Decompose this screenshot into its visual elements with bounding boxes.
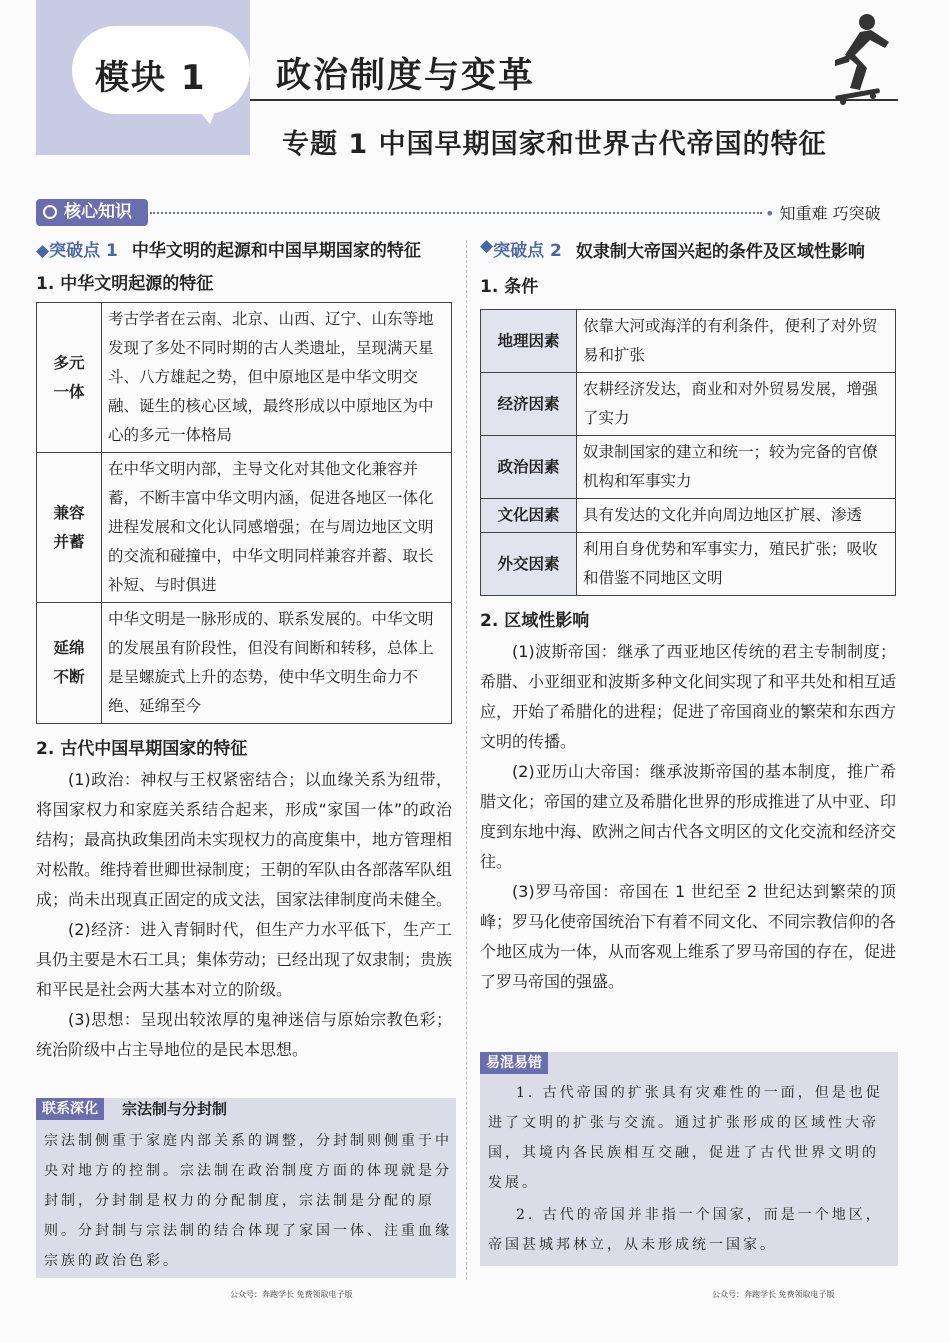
section-right-slogan: • 知重难 巧突破 xyxy=(765,204,881,223)
link-deepen-box xyxy=(36,1098,456,1278)
topic-subtitle: 专题 1 中国早期国家和世界古代帝国的特征 xyxy=(282,129,827,160)
paragraph-persia: (1)波斯帝国：继承了西亚地区传统的君主专制制度；希腊、小亚细亚和波斯多种文化间实现了和平共处和相互适应，开始了希腊化的进程；促进了帝国商业的繁荣和东西方文明的传播。 xyxy=(480,642,897,751)
row-label: 经济因素 xyxy=(481,373,577,436)
row-text: 考古学者在云南、北京、山西、辽宁、山东等地发现了多处不同时期的古人类遗址，呈现满天星斗、八方雄起之势，但中原地区是中华文明交融、诞生的核心区域，最终形成以中原地区为中心的多元一体格局 xyxy=(102,303,452,453)
table-row xyxy=(37,453,452,603)
row-text: 在中华文明内部，主导文化对其他文化兼容并蓄，不断丰富中华文明内涵，促进各地区一体化进程发展和文化认同感增强；在与周边地区文明的交流和碰撞中，中华文明同样兼容并蓄、取长补短、与时俱进 xyxy=(102,453,452,603)
conditions-table xyxy=(480,309,896,596)
header-divider xyxy=(250,99,898,101)
row-text: 农耕经济发达，商业和对外贸易发展，增强了实力 xyxy=(577,373,896,436)
table-row xyxy=(481,533,896,596)
row-text: 依靠大河或海洋的有利条件，便利了对外贸易和扩张 xyxy=(577,310,896,373)
subheading-origin: 1. 中华文明起源的特征 xyxy=(36,274,214,294)
subheading-regional-impact: 2. 区域性影响 xyxy=(480,611,590,631)
section-dotted-line xyxy=(150,212,762,214)
row-label: 多元一体 xyxy=(53,353,85,401)
bubble-tail xyxy=(190,100,220,124)
paragraph-politics: (1)政治：神权与王权紧密结合；以血缘关系为纽带，将国家权力和家庭关系结合起来，形成“家国一体”的政治结构；最高执政集团尚未实现权力的高度集中，地方管理相对松散。维持着世卿世禄制度；王朝的军队由各部落军队组成；尚未出现真正固定的成文法，国家法律制度尚未健全。 xyxy=(36,770,453,909)
note-title: 宗法制与分封制 xyxy=(122,1100,228,1118)
paragraph-alexander: (2)亚历山大帝国：继承波斯帝国的基本制度，推广希腊文化；帝国的建立及希腊化世界的形成推进了从中亚、印度到东地中海、欧洲之间古代各文明区的文化交流和经济交往。 xyxy=(480,762,897,871)
row-label: 地理因素 xyxy=(481,310,577,373)
subheading-conditions: 1. 条件 xyxy=(480,277,539,297)
row-text: 中华文明是一脉形成的、联系发展的。中华文明的发展虽有阶段性，但没有间断和转移，总体上是呈螺旋式上升的态势，使中华文明生命力不绝、延绵至今 xyxy=(102,603,452,724)
book-circle-icon xyxy=(43,205,57,219)
row-label: 外交因素 xyxy=(481,533,577,596)
row-text: 利用自身优势和军事实力，殖民扩张；吸收和借鉴不同地区文明 xyxy=(577,533,896,596)
module-label: 模块 1 xyxy=(95,58,207,98)
breakthrough-heading-2: ◆ 突破点 2 奴隶制大帝国兴起的条件及区域性影响 xyxy=(480,236,896,268)
paragraph-thought: (3)思想：呈现出较浓厚的鬼神迷信与原始宗教色彩；统治阶级中占主导地位的是民本思想。 xyxy=(36,1010,452,1059)
mistake-item-2: 2. 古代的帝国并非指一个国家，而是一个地区，帝国甚城邦林立，从未形成统一国家。 xyxy=(488,1207,883,1253)
row-label: 文化因素 xyxy=(481,499,577,533)
paragraph-rome: (3)罗马帝国：帝国在 1 世纪至 2 世纪达到繁荣的顶峰；罗马化使帝国统治下有着不同文化、不同宗教信仰的各个地区成为一体，从而客观上维系了罗马帝国的存在，促进了罗马帝国的强盛。 xyxy=(480,882,897,991)
table-row xyxy=(481,499,896,533)
page-title: 政治制度与变革 xyxy=(276,56,536,96)
left-column xyxy=(36,236,452,1065)
footer-note-left: 公众号：奔跑学长 免费领取电子版 xyxy=(230,1290,353,1299)
skateboarder-silhouette-icon xyxy=(805,10,895,105)
row-label: 政治因素 xyxy=(481,436,577,499)
origin-table xyxy=(36,302,452,724)
diamond-icon: ◆ xyxy=(480,236,494,256)
row-label: 兼容并蓄 xyxy=(53,503,85,551)
table-row xyxy=(37,303,452,453)
row-label: 延绵不断 xyxy=(53,639,85,686)
paragraph-economy: (2)经济：进入青铜时代，但生产力水平低下，生产工具仍主要是木石工具；集体劳动；已经出现了奴隶制；贵族和平民是社会两大基本对立的阶级。 xyxy=(36,920,453,999)
column-divider xyxy=(466,240,467,1280)
note-handwritten-text: 宗法制侧重于家庭内部关系的调整，分封制则侧重于中央对地方的控制。宗法制在政治制度方面的体现就是分封制，分封制是权力的分配制度，宗法制是分配的原则。分封制与宗法制的结合体现了家国一体、注重血缘宗族的政治色彩。 xyxy=(44,1133,452,1269)
mistake-item-1: 1. 古代帝国的扩张具有灾难性的一面，但是也促进了文明的扩张与交流。通过扩张形成的区域性大帝国，其境内各民族相互交融，促进了古代世界文明的发展。 xyxy=(488,1085,883,1191)
right-column xyxy=(480,236,896,997)
row-text: 奴隶制国家的建立和统一；较为完备的官僚机构和军事实力 xyxy=(577,436,896,499)
core-knowledge-badge: 核心知识 xyxy=(36,199,148,226)
table-row xyxy=(481,436,896,499)
table-row xyxy=(37,603,452,724)
link-deepen-tag: 联系深化 xyxy=(36,1098,104,1120)
row-text: 具有发达的文化并向周边地区扩展、渗透 xyxy=(577,499,896,533)
table-row xyxy=(481,310,896,373)
footer-note-right: 公众号：奔跑学长 免费领取电子版 xyxy=(712,1290,835,1299)
diamond-icon: ◆ xyxy=(36,241,50,261)
subheading-early-state: 2. 古代中国早期国家的特征 xyxy=(36,739,248,759)
common-mistakes-box xyxy=(480,1052,898,1266)
breakthrough-heading-1: ◆突破点 1 中华文明的起源和中国早期国家的特征 xyxy=(36,241,421,261)
table-row xyxy=(481,373,896,436)
common-mistakes-tag: 易混易错 xyxy=(480,1052,548,1074)
